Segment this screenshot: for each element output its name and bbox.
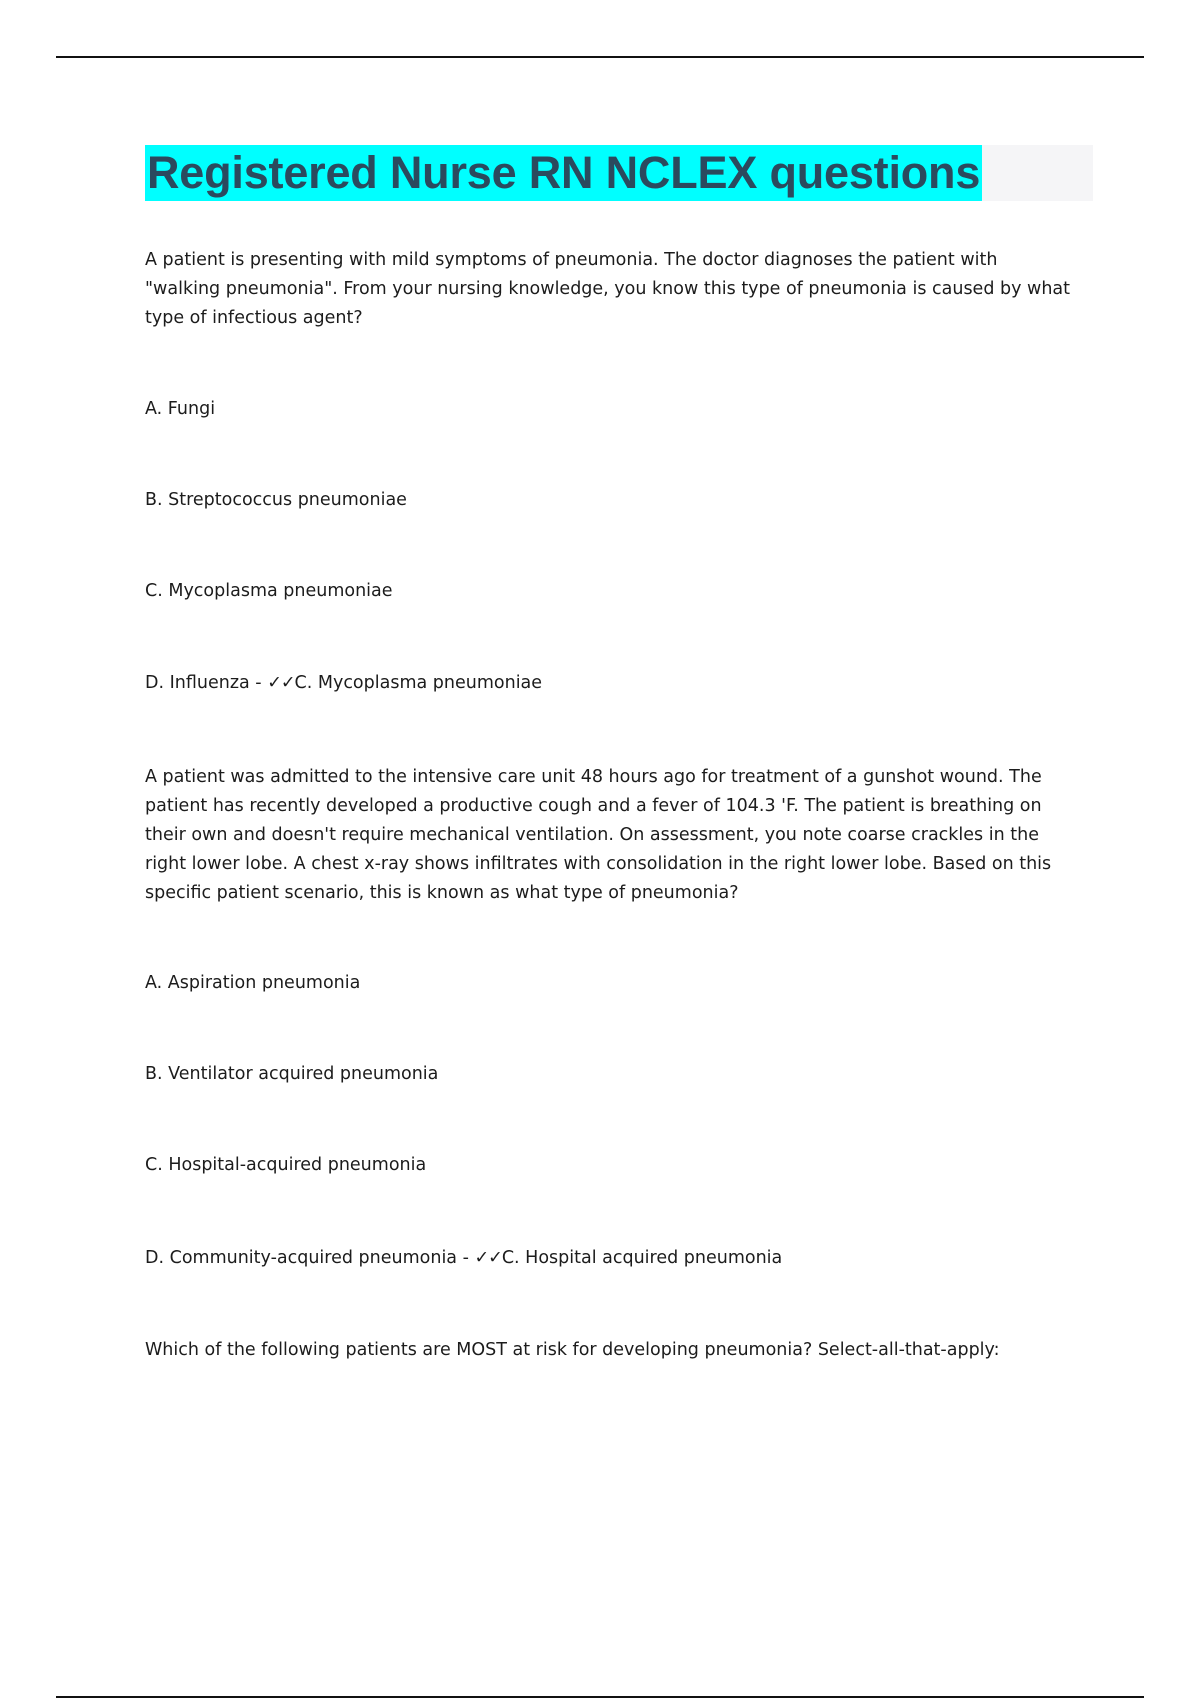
question-2-option-d — [145, 1244, 1075, 1273]
title-banner — [145, 145, 1093, 201]
question-2-option-c: C. Hospital-acquired pneumonia — [145, 1155, 427, 1175]
page-title: Registered Nurse RN NCLEX questions — [145, 145, 982, 201]
question-2-option-b: B. Ventilator acquired pneumonia — [145, 1064, 439, 1084]
question-1-option-c: C. Mycoplasma pneumoniae — [145, 581, 393, 601]
question-2-stem: A patient was admitted to the intensive care unit 48 hours ago for treatment of a gunshot wound. The patient has recently developed a productive cough and a fever of 104.3 'F. The patient is breathing on their own and doesn't require mechanical ventilation. On assessment, you note coarse crackles in the right lower lobe. A chest x-ray shows infiltrates with consolidation in the right lower lobe. Based on this specific patient scenario, this is known as what type of pneumonia? — [145, 767, 1052, 903]
question-1-answer: C. Mycoplasma pneumoniae — [294, 673, 543, 693]
question-2-option-d-text: D. Community-acquired pneumonia - — [145, 1248, 475, 1268]
question-3-stem: Which of the following patients are MOST at risk for developing pneumonia? Select-all-that-apply: — [145, 1340, 1000, 1360]
bottom-rule — [56, 1696, 1144, 1698]
question-1-option-d — [145, 669, 1075, 698]
question-2-answer: C. Hospital acquired pneumonia — [501, 1248, 783, 1268]
question-2-option-a: A. Aspiration pneumonia — [145, 973, 361, 993]
question-1-option-a: A. Fungi — [145, 399, 216, 419]
question-1-stem: A patient is presenting with mild symptoms of pneumonia. The doctor diagnoses the patient with "walking pneumonia". From your nursing knowledge, you know this type of pneumonia is caused by what type of infectious agent? — [145, 250, 1071, 328]
top-rule — [56, 56, 1144, 58]
check-icon: ✓✓ — [474, 1248, 502, 1268]
question-1-option-b: B. Streptococcus pneumoniae — [145, 490, 407, 510]
check-icon: ✓✓ — [267, 673, 295, 693]
question-1-option-d-text: D. Influenza - — [145, 673, 268, 693]
